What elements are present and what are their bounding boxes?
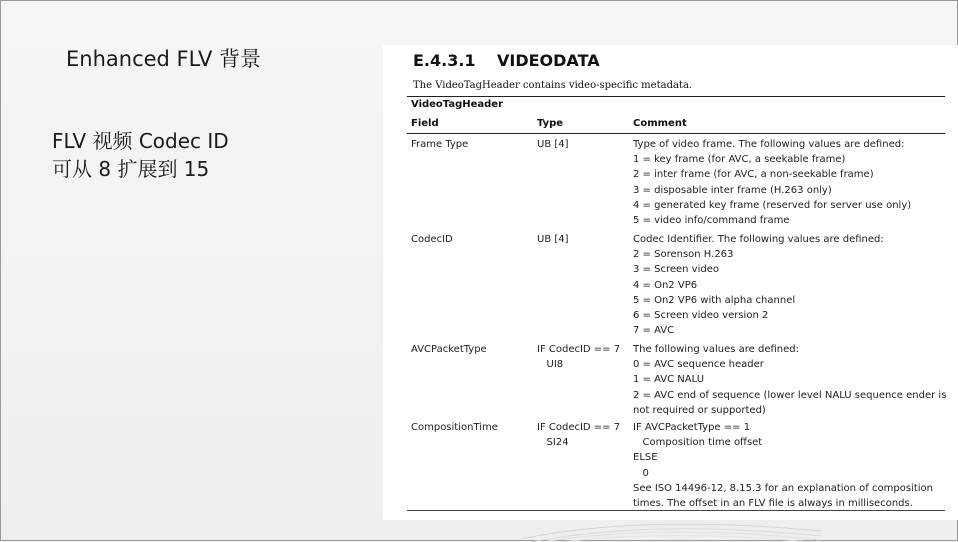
comment-line: See ISO 14496-12, 8.15.3 for an explanation of composition [633, 482, 933, 494]
comment-line: times. The offset in an FLV file is always in milliseconds. [633, 498, 913, 510]
comment-line: 5 = On2 VP6 with alpha channel [633, 294, 796, 306]
comment-line: 2 = AVC end of sequence (lower level NALU sequence ender is [633, 389, 947, 401]
comment-line: Composition time offset [633, 437, 763, 449]
comment-line: IF AVCPacketType == 1 [633, 422, 751, 433]
comment-line: ELSE [633, 452, 658, 464]
type-line: UB [4] [537, 139, 569, 150]
type-line: UI8 [537, 359, 564, 371]
table-top-rule [407, 96, 945, 97]
table-header-rule [407, 133, 945, 134]
table-cell-type [537, 420, 620, 450]
comment-line: 3 = disposable inter frame (H.263 only) [633, 184, 832, 196]
comment-line: 1 = AVC NALU [633, 374, 705, 386]
comment-line: 5 = video info/command frame [633, 215, 790, 227]
comment-line: The following values are defined: [633, 344, 799, 355]
comment-line: 2 = Sorenson H.263 [633, 249, 734, 261]
comment-line: 3 = Screen video [633, 264, 719, 276]
document-excerpt [383, 45, 958, 520]
comment-line: 4 = generated key frame (reserved for server use only) [633, 199, 912, 211]
column-header-type: Type [537, 118, 564, 129]
comment-line: not required or supported) [633, 404, 766, 416]
section-number: E.4.3.1 [413, 51, 476, 70]
column-header-comment: Comment [633, 118, 687, 129]
table-cell-comment [633, 232, 948, 338]
table-cell-field: Frame Type [411, 139, 469, 150]
table-cell-comment [633, 420, 948, 511]
table-cell-type [537, 232, 569, 247]
subtitle-line: FLV 视频 Codec ID [52, 129, 229, 153]
column-header-field: Field [411, 118, 439, 129]
comment-line: 2 = inter frame (for AVC, a non-seekable frame) [633, 169, 874, 181]
slide-subtitle [52, 127, 229, 183]
section-title: VIDEODATA [497, 51, 600, 70]
type-line: IF CodecID == 7 [537, 344, 621, 355]
table-cell-field: CodecID [411, 234, 453, 245]
comment-line: 7 = AVC [633, 325, 675, 337]
comment-line: 0 [633, 467, 649, 479]
table-cell-field: AVCPacketType [411, 344, 487, 355]
comment-line: 0 = AVC sequence header [633, 359, 764, 371]
subtitle-line: 可从 8 扩展到 15 [52, 157, 210, 181]
comment-line: Type of video frame. The following values are defined: [633, 139, 905, 150]
comment-line: 1 = key frame (for AVC, a seekable frame) [633, 154, 846, 166]
comment-line: 6 = Screen video version 2 [633, 310, 769, 322]
table-cell-comment [633, 137, 948, 228]
table-cell-field: CompositionTime [411, 422, 498, 433]
type-line: IF CodecID == 7 [537, 422, 621, 433]
type-line: SI24 [537, 437, 569, 449]
slide-title: Enhanced FLV 背景 [66, 47, 262, 71]
table-cell-type [537, 342, 620, 372]
comment-line: 4 = On2 VP6 [633, 279, 698, 291]
section-heading [413, 51, 600, 75]
comment-line: Codec Identifier. The following values are defined: [633, 234, 884, 245]
table-title: VideoTagHeader [411, 99, 504, 110]
table-cell-comment [633, 342, 948, 418]
section-intro: The VideoTagHeader contains video-specific metadata. [413, 80, 693, 91]
table-bottom-rule [407, 510, 945, 511]
table-cell-type [537, 137, 569, 152]
type-line: UB [4] [537, 234, 569, 245]
